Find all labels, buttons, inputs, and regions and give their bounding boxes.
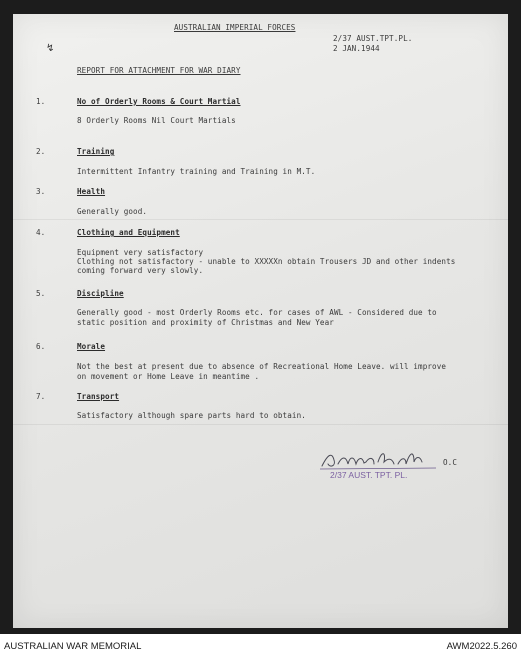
paper-crease xyxy=(13,424,508,425)
section-1-text: 8 Orderly Rooms Nil Court Martials xyxy=(77,116,236,125)
section-7-number: 7. xyxy=(36,392,46,401)
section-5-text-line-1: Generally good - most Orderly Rooms etc. for cases of AWL - Considered due to xyxy=(77,308,437,317)
section-5-text-line-2: static position and proximity of Christmas and New Year xyxy=(77,318,334,327)
section-3-title: Health xyxy=(77,187,106,196)
unit-stamp: 2/37 AUST. TPT. PL. xyxy=(330,470,408,480)
document-heading: AUSTRALIAN IMPERIAL FORCES xyxy=(174,23,296,32)
signature-title: O.C xyxy=(443,458,458,467)
unit-designation: 2/37 AUST.TPT.PL. xyxy=(333,34,413,43)
section-7-title: Transport xyxy=(77,392,120,401)
section-6-text-line-2: on movement or Home Leave in meantime . xyxy=(77,372,260,381)
section-4-text-line-3: coming forward very slowly. xyxy=(77,266,204,275)
section-5-number: 5. xyxy=(36,289,46,298)
report-title: REPORT FOR ATTACHMENT FOR WAR DIARY xyxy=(77,66,241,75)
section-4-text-line-2: Clothing not satisfactory - unable to XXXXXn obtain Trousers JD and other indents xyxy=(77,257,456,266)
section-2-title: Training xyxy=(77,147,115,156)
section-1-title: No of Orderly Rooms & Court Martial xyxy=(77,97,241,106)
section-4-text-line-1: Equipment very satisfactory xyxy=(77,248,204,257)
section-3-number: 3. xyxy=(36,187,46,196)
section-5-title: Discipline xyxy=(77,289,124,298)
section-2-number: 2. xyxy=(36,147,46,156)
section-6-title: Morale xyxy=(77,342,106,351)
document-date: 2 JAN.1944 xyxy=(333,44,380,53)
section-2-text: Intermittent Infantry training and Training in M.T. xyxy=(77,167,316,176)
section-4-number: 4. xyxy=(36,228,46,237)
paper-crease xyxy=(13,219,508,220)
section-6-number: 6. xyxy=(36,342,46,351)
section-1-number: 1. xyxy=(36,97,46,106)
section-7-text: Satisfactory although spare parts hard to obtain. xyxy=(77,411,306,420)
section-3-text: Generally good. xyxy=(77,207,148,216)
section-6-text-line-1: Not the best at present due to absence of Recreational Home Leave. will improve xyxy=(77,362,447,371)
footer-collection-name: AUSTRALIAN WAR MEMORIAL xyxy=(4,641,142,652)
section-4-title: Clothing and Equipment xyxy=(77,228,180,237)
footer-accession-number: AWM2022.5.260 xyxy=(446,641,517,652)
corner-mark: ↯ xyxy=(46,43,55,54)
